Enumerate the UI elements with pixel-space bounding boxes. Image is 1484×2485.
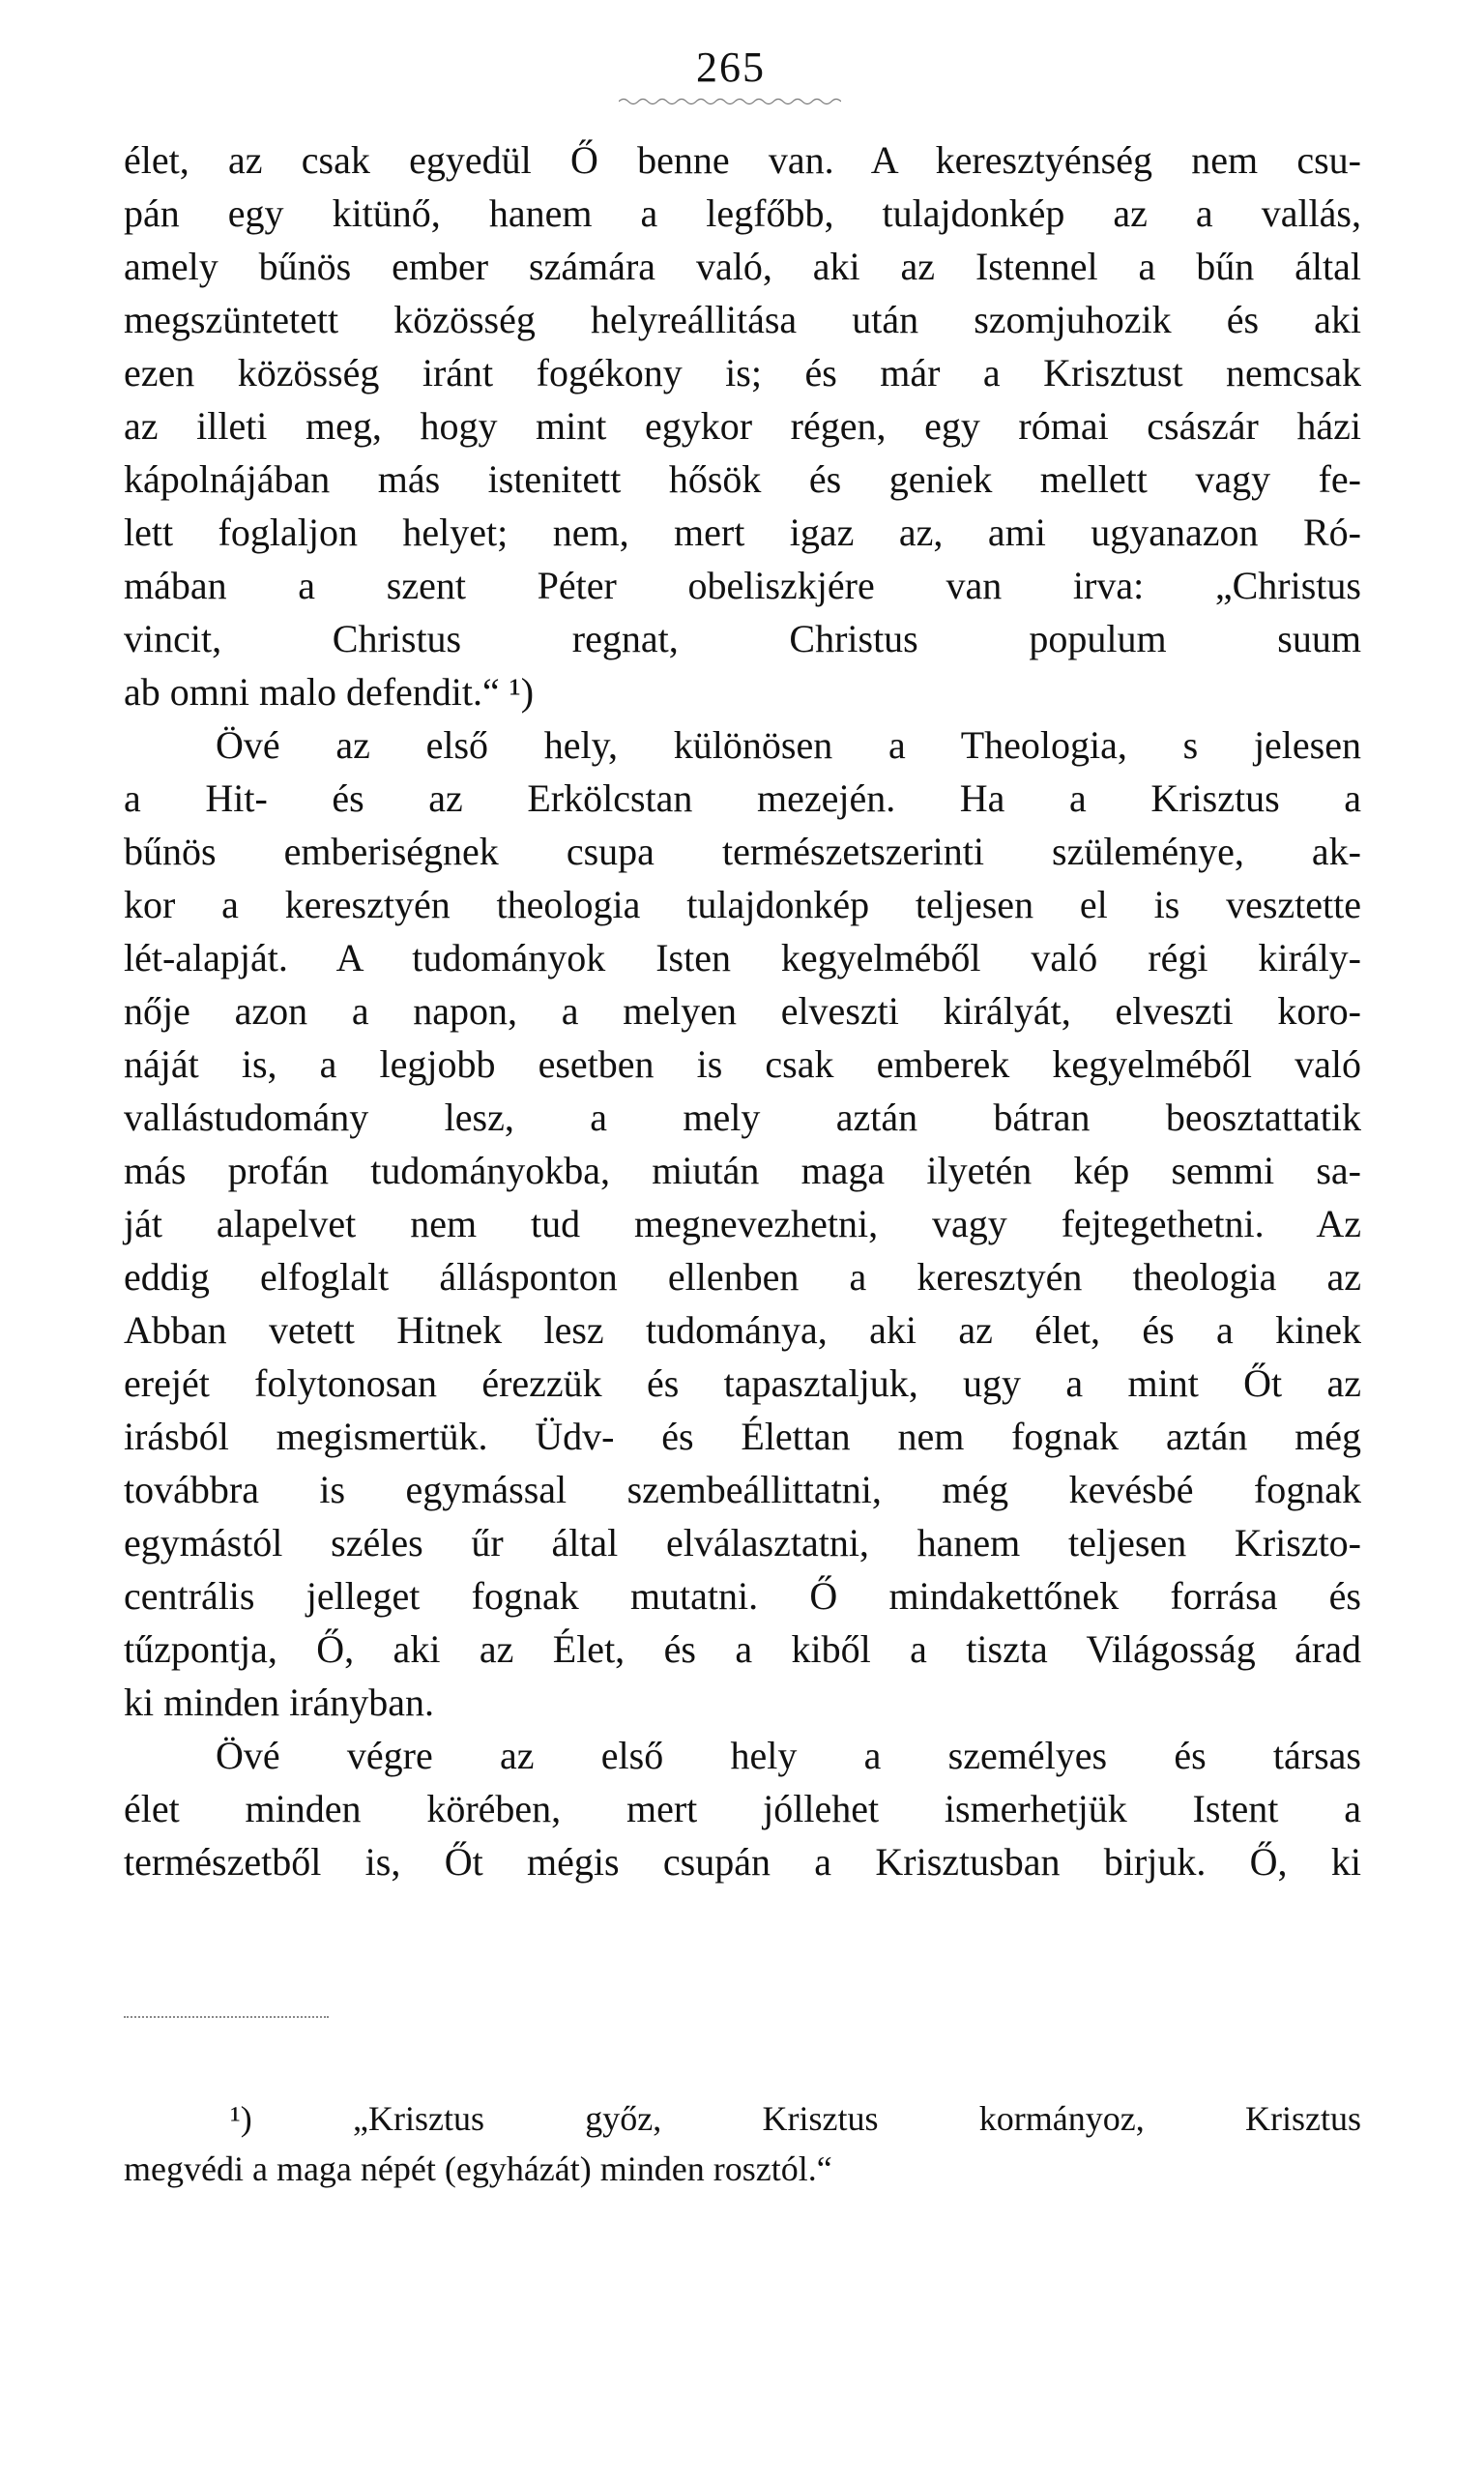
text-line: Abban vetett Hitnek lesz tudománya, aki az élet, és a kinek [124,1308,1361,1352]
text-line: ezen közösség iránt fogékony is; és már a Krisztust nemcsak [124,351,1361,395]
text-line: ab omni malo defendit.“ ¹) [124,670,535,714]
text-line: vincit, Christus regnat, Christus populum suum [124,617,1361,660]
footnote-line: megvédi a maga népét (egyházát) minden rosztól.“ [124,2149,832,2188]
body-text [124,133,1361,1888]
text-line: amely bűnös ember számára való, aki az Istennel a bűn által [124,245,1361,288]
text-line: kor a keresztyén theologia tulajdonkép teljesen el is vesztette [124,883,1361,926]
footnote-separator [124,2016,329,2018]
text-line: bűnös emberiségnek csupa természetszerinti szüleménye, ak- [124,830,1361,873]
text-line: ját alapelvet nem tud megnevezhetni, vagy fejtegethetni. Az [124,1202,1361,1245]
page-number: 265 [696,44,766,91]
text-line: ki minden irányban. [124,1681,435,1724]
text-line: irásból megismertük. Üdv- és Élettan nem fognak aztán még [124,1415,1361,1458]
text-line: centrális jelleget fognak mutatni. Ő mindakettőnek forrása és [124,1574,1361,1618]
text-line: egymástól széles űr által elválasztatni, hanem teljesen Kriszto- [124,1521,1361,1564]
text-line: erejét folytonosan érezzük és tapasztaljuk, ugy a mint Őt az [124,1361,1361,1405]
text-line: megszüntetett közösség helyreállitása után szomjuhozik és aki [124,298,1361,341]
text-line: eddig elfoglalt állásponton ellenben a keresztyén theologia az [124,1255,1361,1299]
text-line: vallástudomány lesz, a mely aztán bátran beosztattatik [124,1096,1361,1139]
paragraph-start-line: Övé az első hely, különösen a Theologia, s jelesen [216,723,1361,767]
footnote-line: ¹) „Krisztus győz, Krisztus kormányoz, Krisztus [230,2099,1361,2138]
text-line: élet minden körében, mert jóllehet ismerhetjük Istent a [124,1787,1361,1830]
text-line: a Hit- és az Erkölcstan mezején. Ha a Krisztus a [124,776,1361,820]
text-line: más profán tudományokba, miután maga ilyetén kép semmi sa- [124,1149,1361,1192]
paragraph-start-line: Övé végre az első hely a személyes és társas [216,1734,1361,1777]
text-line: lett foglaljon helyet; nem, mert igaz az, ami ugyanazon Ró- [124,511,1361,554]
footnotes [124,2093,1361,2194]
text-line: természetből is, Őt mégis csupán a Krisztusban birjuk. Ő, ki [124,1840,1361,1884]
text-line: lét-alapját. A tudományok Isten kegyelméből való régi király- [124,936,1361,979]
text-line: mában a szent Péter obeliszkjére van irva: „Christus [124,564,1361,607]
text-line: tűzpontja, Ő, aki az Élet, és a kiből a tiszta Világosság árad [124,1627,1361,1671]
text-line: az illeti meg, hogy mint egykor régen, egy római császár házi [124,404,1361,448]
text-line: kápolnájában más istenitett hősök és geniek mellett vagy fe- [124,457,1361,501]
header-ornament [619,97,841,106]
text-line: nője azon a napon, a melyen elveszti királyát, elveszti koro- [124,989,1361,1033]
text-line: pán egy kitünő, hanem a legfőbb, tulajdonkép az a vallás, [124,191,1361,235]
text-line: élet, az csak egyedül Ő benne van. A keresztyénség nem csu- [124,138,1361,182]
text-line: náját is, a legjobb esetben is csak emberek kegyelméből való [124,1042,1361,1086]
text-line: továbbra is egymással szembeállittatni, még kevésbé fognak [124,1468,1361,1511]
